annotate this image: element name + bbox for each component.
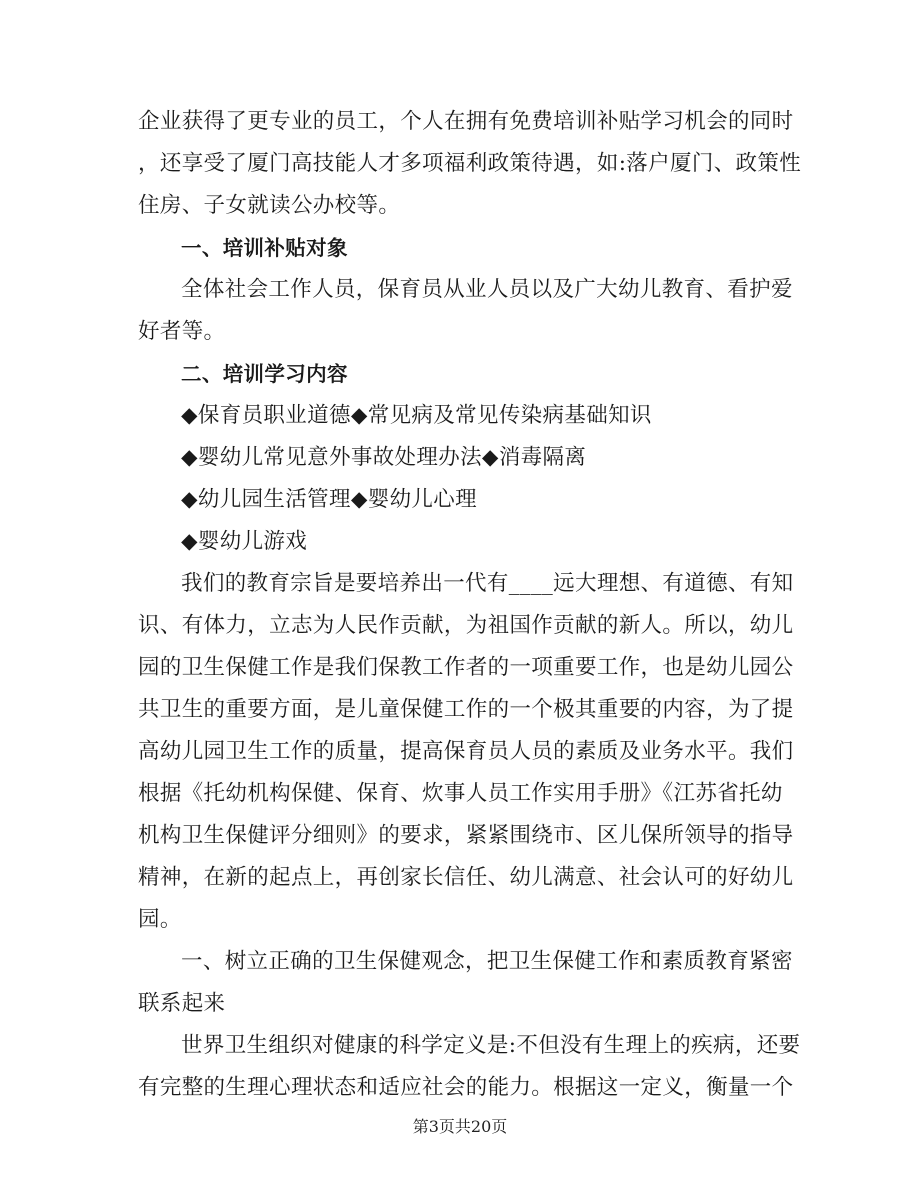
body-text-line: 全体社会工作人员，保育员从业人员以及广大幼儿教育、看护爱 bbox=[181, 277, 793, 302]
body-text-line: 精神，在新的起点上，再创家长信任、幼儿满意、社会认可的好幼儿 bbox=[138, 865, 794, 890]
body-text-line: 世界卫生组织对健康的科学定义是:不但没有生理上的疾病，还要 bbox=[181, 1033, 801, 1058]
body-text-line: 园。 bbox=[138, 907, 182, 932]
body-text-line: 有完整的生理心理状态和适应社会的能力。根据这一定义，衡量一个 bbox=[138, 1075, 794, 1100]
body-text-line: 机构卫生保健评分细则》的要求，紧紧围绕市、区儿保所领导的指导 bbox=[138, 823, 794, 848]
bullet-item: ◆婴幼儿常见意外事故处理办法◆消毒隔离 bbox=[181, 445, 587, 470]
body-text-line: 住房、子女就读公办校等。 bbox=[138, 193, 401, 218]
body-text-line: 识、有体力，立志为人民作贡献，为祖国作贡献的新人。所以，幼儿 bbox=[138, 613, 794, 638]
section-heading-training-content: 二、培训学习内容 bbox=[181, 362, 348, 386]
body-text-line: ，还享受了厦门高技能人才多项福利政策待遇，如:落户厦门、政策性 bbox=[138, 151, 802, 176]
body-text-line: 我们的教育宗旨是要培养出一代有____远大理想、有道德、有知 bbox=[181, 571, 794, 596]
section-heading-training-subsidy-target: 一、培训补贴对象 bbox=[181, 236, 348, 260]
body-text-line: 园的卫生保健工作是我们保教工作者的一项重要工作，也是幼儿园公 bbox=[138, 655, 794, 680]
bullet-item: ◆幼儿园生活管理◆婴幼儿心理 bbox=[181, 487, 477, 512]
page-number-footer: 第3页共20页 bbox=[412, 1117, 508, 1136]
body-text-line: 共卫生的重要方面，是儿童保健工作的一个极其重要的内容，为了提 bbox=[138, 697, 794, 722]
body-text-line: 一、树立正确的卫生保健观念，把卫生保健工作和素质教育紧密 bbox=[181, 949, 793, 974]
body-text-line: 好者等。 bbox=[138, 319, 226, 344]
bullet-item: ◆婴幼儿游戏 bbox=[181, 529, 308, 554]
body-text-line: 高幼儿园卫生工作的质量，提高保育员人员的素质及业务水平。我们 bbox=[138, 739, 794, 764]
body-text-line: 根据《托幼机构保健、保育、炊事人员工作实用手册》《江苏省托幼 bbox=[138, 781, 783, 806]
body-text-line: 企业获得了更专业的员工，个人在拥有免费培训补贴学习机会的同时 bbox=[138, 109, 794, 134]
body-text-line: 联系起来 bbox=[138, 991, 226, 1016]
document-body bbox=[138, 101, 802, 1109]
bullet-item: ◆保育员职业道德◆常见病及常见传染病基础知识 bbox=[181, 403, 652, 428]
